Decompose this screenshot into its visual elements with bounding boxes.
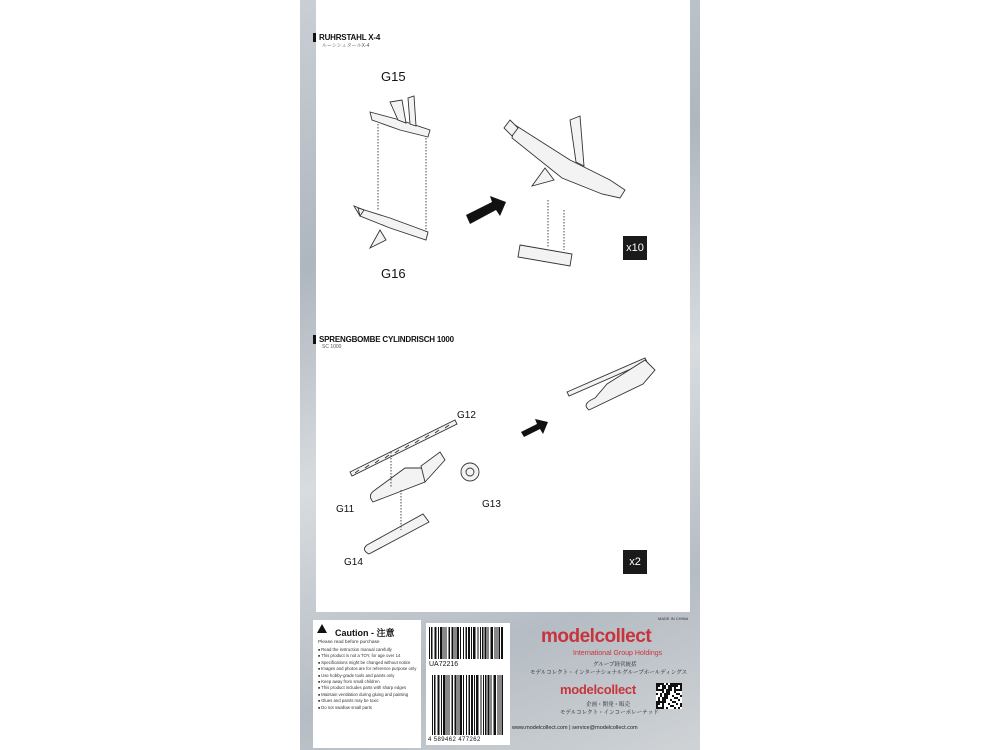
caution-item: ■ This product includes parts with sharp edges <box>318 685 418 691</box>
caution-item: ■ Keep away from small children <box>318 679 418 685</box>
caution-item: ■ Images and photos are for reference purpose only <box>318 666 418 672</box>
brand-logo-secondary: modelcollect <box>560 682 636 697</box>
brand-jp-line1: グループ経営統括 <box>593 662 637 668</box>
caution-item: ■ Use hobby-grade tools and paints only <box>318 673 418 679</box>
part-label-g12: G12 <box>457 410 476 421</box>
part-label-g11: G11 <box>336 504 355 515</box>
part-label-g16: G16 <box>381 266 406 281</box>
caution-title: Caution - 注意 <box>335 628 395 638</box>
caution-item: ■ This product is not a TOY, for age over 14 <box>318 653 418 659</box>
ean-number: 4 589462 477262 <box>428 737 481 743</box>
warning-icon <box>317 624 327 633</box>
caution-panel <box>313 620 421 748</box>
section-title-sc1000: SPRENGBOMBE CYLINDRISCH 1000 <box>313 335 454 344</box>
brand-jp-line2: モデルコレクト・インターナショナルグループホールディングス <box>530 670 688 676</box>
brand-contact: www.modelcollect.com | service@modelcollect.com <box>512 725 638 731</box>
caution-list <box>318 647 418 711</box>
part-label-g14: G14 <box>344 557 363 568</box>
brand-jp-line4: モデルコレクト・インコーポレーテッド <box>560 710 659 716</box>
quantity-badge-x10: x10 <box>623 236 647 260</box>
section-title-x4: RUHRSTAHL X-4 <box>313 33 380 42</box>
brand-logo: modelcollect <box>541 626 652 647</box>
caution-subtitle: Please read before purchase <box>318 640 380 645</box>
sc1000-assembly-drawing <box>345 340 665 570</box>
section-subtitle-sc1000: SC 1000 <box>322 344 342 350</box>
product-code: UA72216 <box>429 661 459 668</box>
upc-barcode-icon <box>429 627 507 659</box>
brand-group: International Group Holdings <box>573 650 663 657</box>
caution-item: ■ Glues and paints may be toxic <box>318 698 418 704</box>
qr-code-icon <box>656 683 682 709</box>
section-subtitle-x4: ルーシシュタールX-4 <box>322 43 370 49</box>
ean-barcode-icon <box>432 675 506 735</box>
quantity-badge-x2: x2 <box>623 550 647 574</box>
barcode-panel <box>426 623 510 745</box>
caution-item: ■ Read the instruction manual carefully <box>318 647 418 653</box>
brand-jp-line3: 企画・開発・販売 <box>586 702 631 708</box>
part-label-g15: G15 <box>381 69 406 84</box>
x4-assembly-drawing <box>340 90 660 300</box>
made-in: MADE IN CHINA <box>658 616 689 621</box>
part-label-g13: G13 <box>482 499 501 510</box>
caution-item: ■ Maintain ventilation during gluing and painting <box>318 692 418 698</box>
caution-item: ■ Specifications might be changed without notice <box>318 660 418 666</box>
caution-item: ■ Do not swallow small parts <box>318 705 418 711</box>
